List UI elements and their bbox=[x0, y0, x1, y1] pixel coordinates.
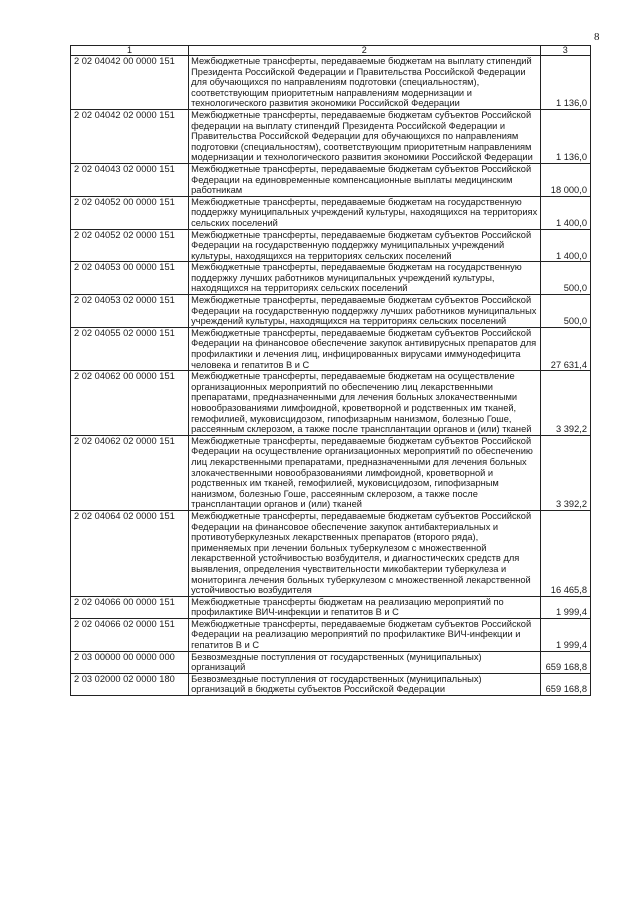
table-header-row bbox=[71, 46, 591, 56]
column-header-amount: 3 bbox=[540, 46, 591, 56]
column-header-code: 1 bbox=[71, 46, 189, 56]
row-code-cell: 2 02 04042 02 0000 151 bbox=[71, 109, 189, 163]
row-code-cell: 2 02 04055 02 0000 151 bbox=[71, 327, 189, 370]
table-row bbox=[71, 596, 591, 618]
table-body bbox=[71, 56, 591, 696]
page-number: 8 bbox=[594, 31, 600, 43]
row-amount-cell: 27 631,4 bbox=[540, 327, 591, 370]
table-row bbox=[71, 618, 591, 651]
row-code-cell: 2 02 04066 00 0000 151 bbox=[71, 596, 189, 618]
row-description-cell: Межбюджетные трансферты, передаваемые бюджетам субъектов Российской Федерации на финансовое обеспечение закупок антибактериальных и противотуберкулезных лекарственных препаратов (второго ряда), применяемых при лечении больных туберкулезом с множественной лекарственной устойчивостью возбудителя, и диагностических средств для выявления, определения чувствительности микобактерии туберкулеза и мониторинга лечения больных туберкулезом с множественной лекарственной устойчивостью возбудителя bbox=[189, 510, 540, 596]
row-amount-cell: 1 999,4 bbox=[540, 618, 591, 651]
table-row bbox=[71, 163, 591, 196]
table-row bbox=[71, 196, 591, 229]
table-row bbox=[71, 673, 591, 695]
row-description-cell: Межбюджетные трансферты бюджетам на реализацию мероприятий по профилактике ВИЧ-инфекции и гепатитов В и С bbox=[189, 596, 540, 618]
row-code-cell: 2 02 04062 00 0000 151 bbox=[71, 371, 189, 436]
row-amount-cell: 1 400,0 bbox=[540, 196, 591, 229]
budget-revenue-table bbox=[70, 45, 591, 696]
row-description-cell: Межбюджетные трансферты, передаваемые бюджетам субъектов Российской Федерации на осуществление организационных мероприятий по обеспечению лиц лекарственными препаратами, предназначенными для лечения больных злокачественными новообразованиями лимфоидной, кроветворной и родственных им тканей, гемофилией, муковисцидозом, гипофизарным нанизмом, болезнью Гоше, рассеянным склерозом, а также после трансплантации органов и (или) тканей bbox=[189, 435, 540, 510]
row-amount-cell: 500,0 bbox=[540, 295, 591, 328]
row-amount-cell: 1 136,0 bbox=[540, 109, 591, 163]
row-code-cell: 2 02 04064 02 0000 151 bbox=[71, 510, 189, 596]
row-amount-cell: 16 465,8 bbox=[540, 510, 591, 596]
row-description-cell: Межбюджетные трансферты, передаваемые бюджетам субъектов Российской Федерации на финансовое обеспечение закупок антивирусных препаратов для профилактики и лечения лиц, инфицированных вирусами иммунодефицита человека и гепатитов В и С bbox=[189, 327, 540, 370]
row-amount-cell: 1 999,4 bbox=[540, 596, 591, 618]
row-amount-cell: 18 000,0 bbox=[540, 163, 591, 196]
table-row bbox=[71, 327, 591, 370]
row-code-cell: 2 02 04043 02 0000 151 bbox=[71, 163, 189, 196]
row-description-cell: Безвозмездные поступления от государственных (муниципальных) организаций bbox=[189, 651, 540, 673]
row-amount-cell: 3 392,2 bbox=[540, 435, 591, 510]
row-code-cell: 2 03 00000 00 0000 000 bbox=[71, 651, 189, 673]
row-amount-cell: 659 168,8 bbox=[540, 651, 591, 673]
row-description-cell: Межбюджетные трансферты, передаваемые бюджетам субъектов Российской федерации на выплату стипендий Президента Российской Федерации и Правительства Российской Федерации для обучающихся по направлениям подготовки (специальностям), соответствующим приоритетным направлениям модернизации и технологического развития экономики Российской Федерации bbox=[189, 109, 540, 163]
row-description-cell: Межбюджетные трансферты, передаваемые бюджетам субъектов Российской Федерации на государственную поддержку лучших работников муниципальных учреждений культуры, находящихся на территориях сельских поселений bbox=[189, 295, 540, 328]
row-code-cell: 2 02 04052 02 0000 151 bbox=[71, 229, 189, 262]
row-description-cell: Межбюджетные трансферты, передаваемые бюджетам на выплату стипендий Президента Российской Федерации и Правительства Российской Федерации для обучающихся по направлениям подготовки (специальностям), соответствующим приоритетным направлениям модернизации и технологического развития экономики Российской Федерации bbox=[189, 56, 540, 110]
column-header-description: 2 bbox=[189, 46, 540, 56]
row-amount-cell: 3 392,2 bbox=[540, 371, 591, 436]
row-code-cell: 2 02 04042 00 0000 151 bbox=[71, 56, 189, 110]
table-row bbox=[71, 295, 591, 328]
table-row bbox=[71, 229, 591, 262]
row-amount-cell: 1 136,0 bbox=[540, 56, 591, 110]
row-description-cell: Межбюджетные трансферты, передаваемые бюджетам субъектов Российской Федерации на государственную поддержку муниципальных учреждений культуры, находящихся на территориях сельских поселений bbox=[189, 229, 540, 262]
table-row bbox=[71, 56, 591, 110]
table-row bbox=[71, 435, 591, 510]
row-description-cell: Межбюджетные трансферты, передаваемые бюджетам на государственную поддержку муниципальных учреждений культуры, находящихся на территориях сельских поселений bbox=[189, 196, 540, 229]
row-code-cell: 2 02 04066 02 0000 151 bbox=[71, 618, 189, 651]
row-description-cell: Межбюджетные трансферты, передаваемые бюджетам субъектов Российской Федерации на реализацию мероприятий по профилактике ВИЧ-инфекции и гепатитов В и С bbox=[189, 618, 540, 651]
row-amount-cell: 500,0 bbox=[540, 262, 591, 295]
row-description-cell: Межбюджетные трансферты, передаваемые бюджетам субъектов Российской Федерации на единовременные компенсационные выплаты медицинским работникам bbox=[189, 163, 540, 196]
row-amount-cell: 1 400,0 bbox=[540, 229, 591, 262]
table-row bbox=[71, 262, 591, 295]
table-row bbox=[71, 651, 591, 673]
table-row bbox=[71, 371, 591, 436]
row-description-cell: Межбюджетные трансферты, передаваемые бюджетам на государственную поддержку лучших работников муниципальных учреждений культуры, находящихся на территориях сельских поселений bbox=[189, 262, 540, 295]
row-description-cell: Безвозмездные поступления от государственных (муниципальных) организаций в бюджеты субъектов Российской Федерации bbox=[189, 673, 540, 695]
row-code-cell: 2 03 02000 02 0000 180 bbox=[71, 673, 189, 695]
row-description-cell: Межбюджетные трансферты, передаваемые бюджетам на осуществление организационных мероприятий по обеспечению лиц лекарственными препаратами, предназначенными для лечения больных злокачественными новообразованиями лимфоидной, кроветворной и родственных им тканей, гемофилией, муковисцидозом, гипофизарным нанизмом, болезнью Гоше, рассеянным склерозом, а также после трансплантации органов и (или) тканей bbox=[189, 371, 540, 436]
table-row bbox=[71, 510, 591, 596]
row-amount-cell: 659 168,8 bbox=[540, 673, 591, 695]
row-code-cell: 2 02 04053 00 0000 151 bbox=[71, 262, 189, 295]
table-row bbox=[71, 109, 591, 163]
row-code-cell: 2 02 04062 02 0000 151 bbox=[71, 435, 189, 510]
row-code-cell: 2 02 04053 02 0000 151 bbox=[71, 295, 189, 328]
row-code-cell: 2 02 04052 00 0000 151 bbox=[71, 196, 189, 229]
